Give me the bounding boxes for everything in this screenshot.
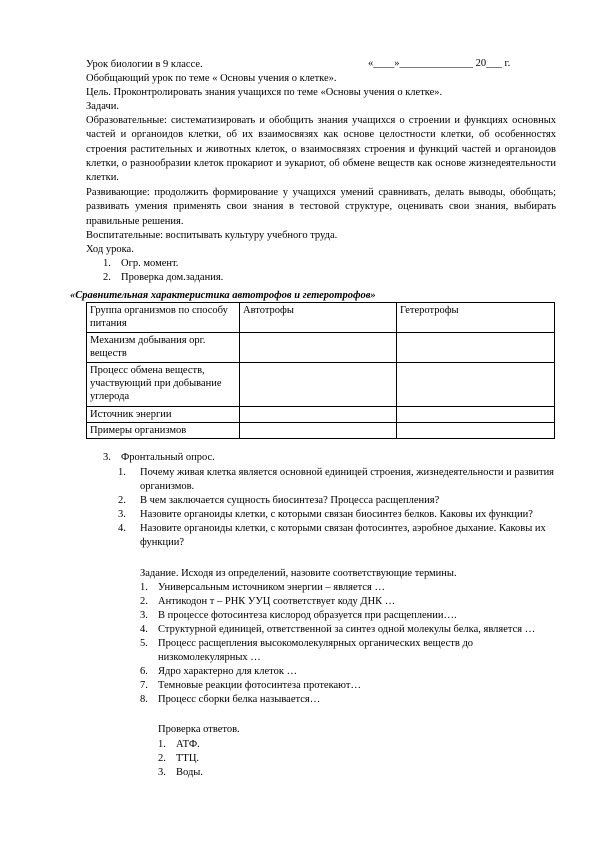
list-item: 1. Универсальным источником энергии – является … <box>140 582 385 593</box>
list-item: 2. Антикодон т – РНК УУЦ соответствует коду ДНК … <box>140 596 396 607</box>
lesson-title: Урок биологии в 9 классе. <box>86 59 203 70</box>
row-label: Процесс обмена веществ, участвующий при добывание углерода <box>87 362 240 406</box>
task-intro: Задание. Исходя из определений, назовите соответствующие термины. <box>140 568 457 579</box>
list-item: 4. Назовите органоиды клетки, с которыми связан фотосинтез, аэробное дыхание. Каковы их функции? <box>118 523 546 548</box>
table-row <box>87 422 555 438</box>
list-item: 2. В чем заключается сущность биосинтеза? Процесса расщепления? <box>118 495 440 506</box>
list-item: 4. Структурной единицей, ответственной за синтез одной молекулы белка, является … <box>140 624 536 635</box>
empty-cell[interactable] <box>240 422 397 438</box>
educational-goals: Образовательные: систематизировать и обобщить знания учащихся о строении и функциях основных частей и органоидов клетки, об их взаимосвязях как основе целостности клетки, об особенностях строения растительных и животных клеток, о взаимосвязях строения и функций частей и органоидов клетки, о разнообразии клеток прокариот и эукариот, об обмене веществ как основе жизнедеятельности клетки. <box>86 115 556 184</box>
answer-list <box>158 738 203 780</box>
empty-cell[interactable] <box>240 362 397 406</box>
table-header-row <box>87 303 555 333</box>
list-item: 1. АТФ. <box>158 739 200 750</box>
frontal-survey-heading: 3. Фронтальный опрос. <box>103 452 215 463</box>
developing-goals: Развивающие: продолжить формирование у учащихся умений сравнивать, делать выводы, обобщать; развивать умения применять свои знания в тестовой структуре, оценивать свои знания, выбирать правильные решения. <box>86 187 556 227</box>
empty-cell[interactable] <box>397 422 555 438</box>
date-line: «____»______________ 20___ г. <box>368 58 511 69</box>
step-item: 1. Огр. момент. <box>103 258 179 269</box>
list-item: 8. Процесс сборки белка называется… <box>140 694 321 705</box>
list-item: 7. Темновые реакции фотосинтеза протекают… <box>140 680 361 691</box>
header-cell: Гетеротрофы <box>397 303 555 333</box>
upbringing-goals: Воспитательные: воспитывать культуру учебного труда. <box>86 230 338 241</box>
header-cell: Группа организмов по способу питания <box>87 303 240 333</box>
row-label: Механизм добывания орг. веществ <box>87 332 240 362</box>
answers-title: Проверка ответов. <box>158 724 240 735</box>
empty-cell[interactable] <box>397 362 555 406</box>
table-caption: «Сравнительная характеристика автотрофов и гетеротрофов» <box>70 290 376 301</box>
tasks-heading: Задачи. <box>86 101 120 112</box>
header-cell: Автотрофы <box>240 303 397 333</box>
step-item: 2. Проверка дом.задания. <box>103 272 224 283</box>
comparison-table <box>86 302 555 439</box>
list-item: 6. Ядро характерно для клеток … <box>140 666 298 677</box>
row-label: Примеры организмов <box>87 422 240 438</box>
table-row <box>87 406 555 422</box>
table-row <box>87 332 555 362</box>
lesson-topic: Обобщающий урок по теме « Основы учения о клетке». <box>86 73 337 84</box>
empty-cell[interactable] <box>240 406 397 422</box>
progress-title: Ход урока. <box>86 244 134 255</box>
list-item: 3. В процессе фотосинтеза кислород образуется при расщеплении…. <box>140 610 457 621</box>
list-item: 3. Воды. <box>158 767 203 778</box>
list-item: 1. Почему живая клетка является основной единицей строения, жизнедеятельности и развития организмов. <box>118 467 555 492</box>
empty-cell[interactable] <box>397 406 555 422</box>
lesson-goal: Цель. Проконтролировать знания учащихся по теме «Основы учения о клетке». <box>86 87 443 98</box>
list-item: 3. Назовите органоиды клетки, с которыми связан биосинтез белков. Каковы их функции? <box>118 509 533 520</box>
empty-cell[interactable] <box>397 332 555 362</box>
question-list <box>118 466 558 550</box>
list-item: 2. ТТЦ. <box>158 753 200 764</box>
row-label: Источник энергии <box>87 406 240 422</box>
empty-cell[interactable] <box>240 332 397 362</box>
term-list <box>140 581 560 707</box>
table-row <box>87 362 555 406</box>
list-item: 5. Процесс расщепления высокомолекулярных органических веществ до низкомолекулярных … <box>140 638 474 663</box>
